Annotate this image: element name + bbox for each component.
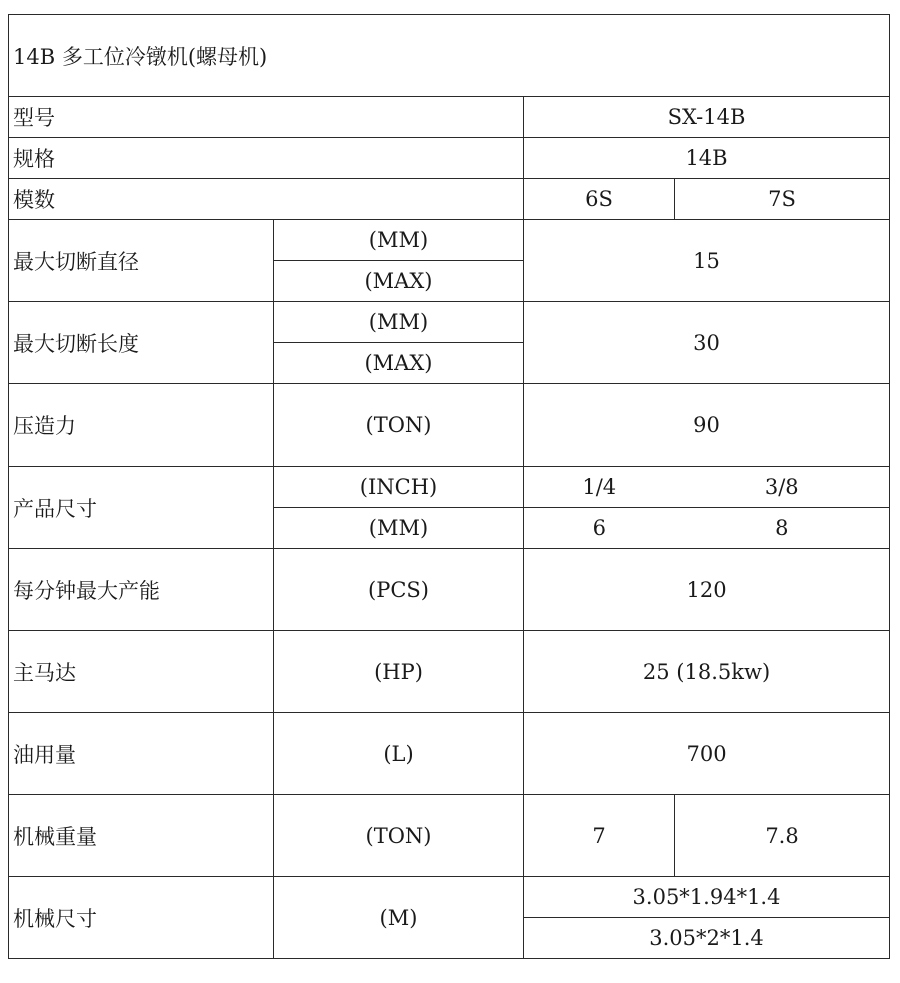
cut-diameter-label: 最大切断直径 — [9, 220, 274, 302]
main-motor-unit: (HP) — [274, 631, 524, 713]
spec-label: 规格 — [9, 138, 524, 179]
product-size-label: 产品尺寸 — [9, 467, 274, 549]
product-size-mm-2: 8 — [675, 508, 890, 549]
machine-weight-unit: (TON) — [274, 795, 524, 877]
pressure-value: 90 — [524, 384, 890, 467]
product-size-mm-1: 6 — [524, 508, 675, 549]
oil-label: 油用量 — [9, 713, 274, 795]
machine-size-label: 机械尺寸 — [9, 877, 274, 959]
oil-value: 700 — [524, 713, 890, 795]
model-value: SX-14B — [524, 97, 890, 138]
main-motor-value: 25 (18.5kw) — [524, 631, 890, 713]
row-cut-length — [9, 302, 890, 343]
row-dies — [9, 179, 890, 220]
product-size-unit-mm: (MM) — [274, 508, 524, 549]
product-size-inch-1: 1/4 — [524, 467, 675, 508]
oil-unit: (L) — [274, 713, 524, 795]
row-spec — [9, 138, 890, 179]
table-title: 14B 多工位冷镦机(螺母机) — [9, 15, 890, 97]
machine-weight-value-2: 7.8 — [675, 795, 890, 877]
row-machine-weight — [9, 795, 890, 877]
capacity-unit: (PCS) — [274, 549, 524, 631]
capacity-label: 每分钟最大产能 — [9, 549, 274, 631]
cut-length-unit-max: (MAX) — [274, 343, 524, 384]
dies-value-6s: 6S — [524, 179, 675, 220]
row-capacity — [9, 549, 890, 631]
dies-value-7s: 7S — [675, 179, 890, 220]
cut-length-unit-mm: (MM) — [274, 302, 524, 343]
row-main-motor — [9, 631, 890, 713]
machine-weight-label: 机械重量 — [9, 795, 274, 877]
cut-length-value: 30 — [524, 302, 890, 384]
machine-size-unit: (M) — [274, 877, 524, 959]
spec-table — [8, 14, 890, 959]
title-row — [9, 15, 890, 97]
row-machine-size — [9, 877, 890, 918]
cut-diameter-unit-max: (MAX) — [274, 261, 524, 302]
machine-size-value-1: 3.05*1.94*1.4 — [524, 877, 890, 918]
row-pressure — [9, 384, 890, 467]
product-size-unit-inch: (INCH) — [274, 467, 524, 508]
pressure-unit: (TON) — [274, 384, 524, 467]
main-motor-label: 主马达 — [9, 631, 274, 713]
machine-weight-value-1: 7 — [524, 795, 675, 877]
capacity-value: 120 — [524, 549, 890, 631]
pressure-label: 压造力 — [9, 384, 274, 467]
cut-diameter-value: 15 — [524, 220, 890, 302]
row-product-size — [9, 467, 890, 508]
machine-size-value-2: 3.05*2*1.4 — [524, 918, 890, 959]
row-cut-diameter — [9, 220, 890, 261]
row-model — [9, 97, 890, 138]
spec-value: 14B — [524, 138, 890, 179]
product-size-inch-2: 3/8 — [675, 467, 890, 508]
model-label: 型号 — [9, 97, 524, 138]
row-oil — [9, 713, 890, 795]
dies-label: 模数 — [9, 179, 524, 220]
cut-diameter-unit-mm: (MM) — [274, 220, 524, 261]
cut-length-label: 最大切断长度 — [9, 302, 274, 384]
